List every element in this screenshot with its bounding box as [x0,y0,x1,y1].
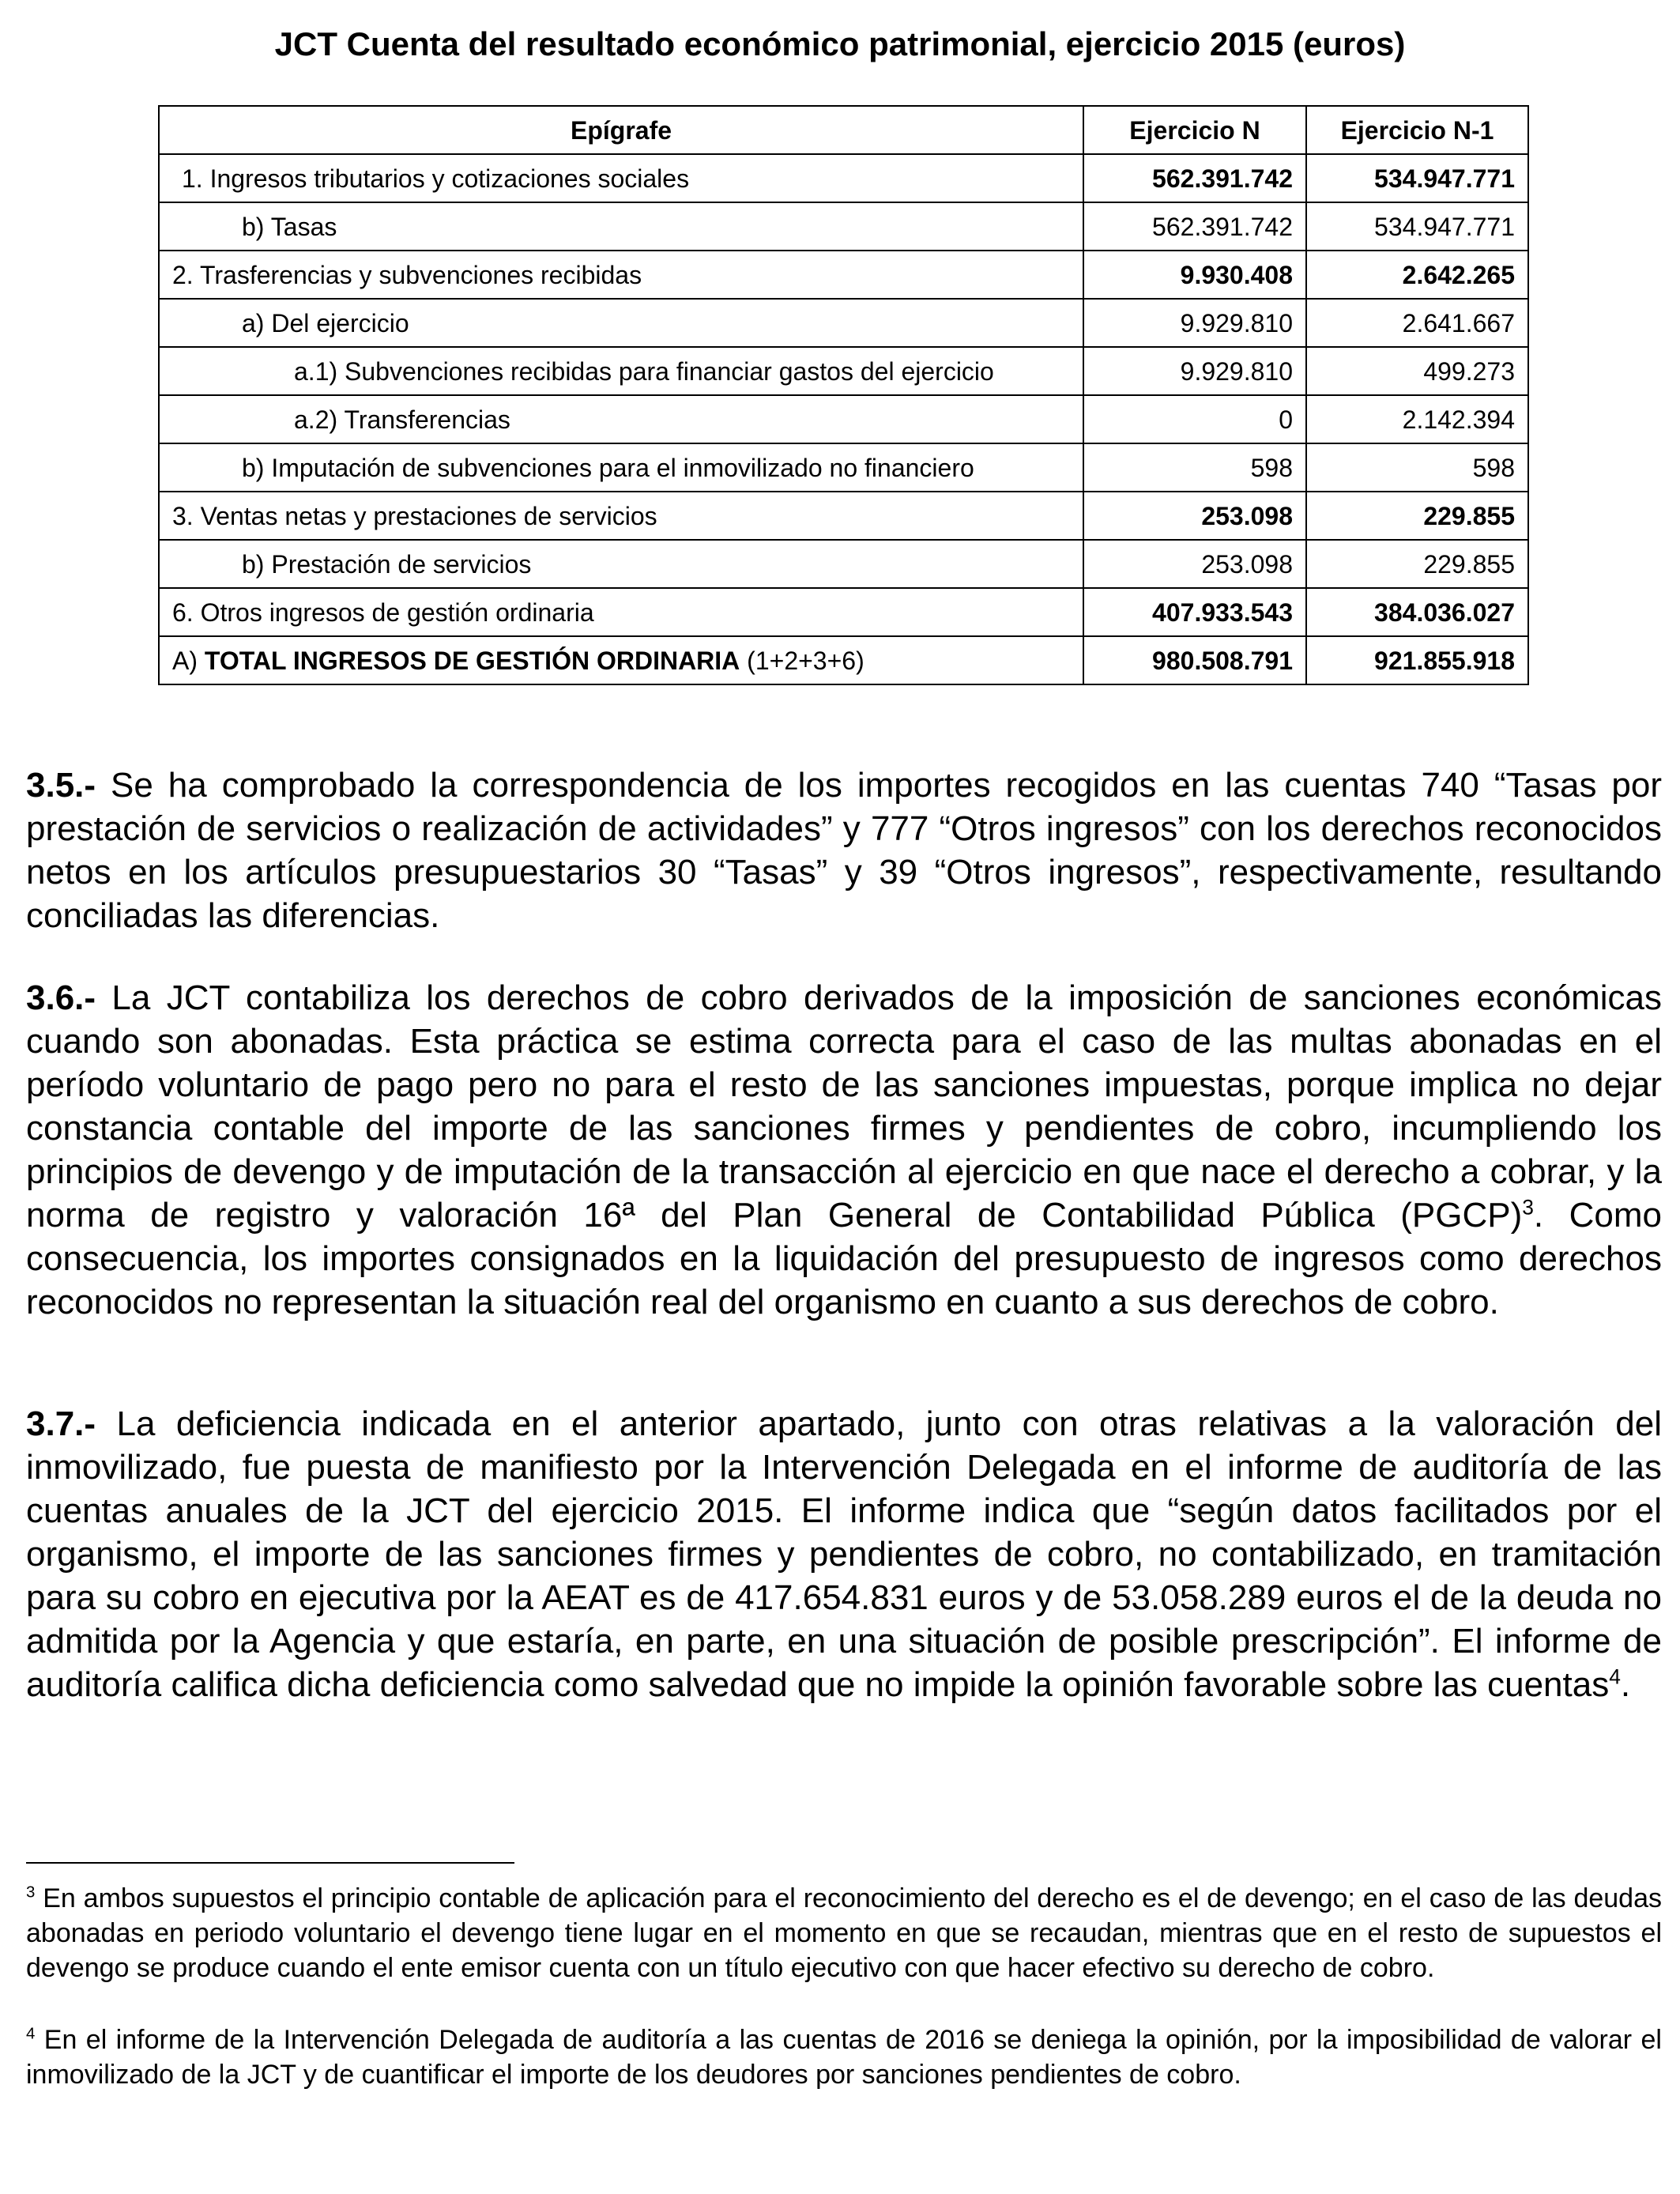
value-ejercicio-n-1: 2.642.265 [1306,251,1528,299]
column-header-ejercicio-n: Ejercicio N [1083,106,1306,154]
row-label: 2. Trasferencias y subvenciones recibidas [159,251,1083,299]
value-ejercicio-n: 562.391.742 [1083,202,1306,251]
footnote-4 [26,2022,1662,2092]
section-number: 3.5.- [26,766,96,805]
paragraph-text: La JCT contabiliza los derechos de cobro derivados de la imposición de sanciones económicas cuando son abonadas. Esta práctica se estima correcta para el caso de las multas abonadas en el período voluntario de pago pero no para el resto de las sanciones impuestas, porque implica no dejar constancia contable del importe de las sanciones firmes y pendientes de cobro, incumpliendo los principios de devengo y de imputación de la transacción al ejercicio en que nace el derecho a cobrar, y la norma de registro y valoración 16ª del Plan General de Contabilidad Pública (PGCP) [26,978,1662,1235]
paragraph-3-6 [26,976,1662,1324]
table-header-row [159,106,1528,154]
total-ejercicio-n: 980.508.791 [1083,636,1306,684]
table-row [159,347,1528,395]
total-title: TOTAL INGRESOS DE GESTIÓN ORDINARIA [204,646,740,675]
paragraph-text: Se ha comprobado la correspondencia de los importes recogidos en las cuentas 740 “Tasas por prestación de servicios o realización de actividades” y 777 “Otros ingresos” con los derechos reconocidos netos en los artículos presupuestarios 30 “Tasas” y 39 “Otros ingresos”, respectivamente, resultando conciliadas las diferencias. [26,766,1662,935]
value-ejercicio-n-1: 534.947.771 [1306,154,1528,202]
row-label: a) Del ejercicio [159,299,1083,347]
row-label: b) Imputación de subvenciones para el inmovilizado no financiero [159,443,1083,492]
value-ejercicio-n: 253.098 [1083,540,1306,588]
income-statement-table [158,105,1529,685]
row-label: b) Prestación de servicios [159,540,1083,588]
paragraph-3-7 [26,1402,1662,1706]
total-label [159,636,1083,684]
section-number: 3.7.- [26,1404,96,1443]
table-row [159,202,1528,251]
footnote-3 [26,1881,1662,1985]
value-ejercicio-n: 562.391.742 [1083,154,1306,202]
paragraph-text: La deficiencia indicada en el anterior apartado, junto con otras relativas a la valoración del inmovilizado, fue puesta de manifiesto por la Intervención Delegada en el informe de auditoría de las cuentas anuales de la JCT del ejercicio 2015. El informe indica que “según datos facilitados por el organismo, el importe de las sanciones firmes y pendientes de cobro, no contabilizado, en tramitación para su cobro en ejecutiva por la AEAT es de 417.654.831 euros y de 53.058.289 euros el de la deuda no admitida por la Agencia y que estaría, en parte, en una situación de posible prescripción”. El informe de auditoría califica dicha deficiencia como salvedad que no impide la opinión favorable sobre las cuentas [26,1404,1662,1704]
table-row [159,588,1528,636]
value-ejercicio-n-1: 2.142.394 [1306,395,1528,443]
paragraph-3-5 [26,763,1662,937]
value-ejercicio-n-1: 2.641.667 [1306,299,1528,347]
column-header-ejercicio-n-1: Ejercicio N-1 [1306,106,1528,154]
footnote-separator [26,1862,514,1864]
column-header-epigrafe: Epígrafe [159,106,1083,154]
paragraph-text-cont: . [1620,1665,1631,1704]
paragraph-text-cont: . Como consecuencia, los importes consignados en la liquidación del presupuesto de ingresos como derechos reconocidos no representan la situación real del organismo en cuanto a sus derechos de cobro. [26,1196,1662,1321]
footnote-text: En ambos supuestos el principio contable de aplicación para el reconocimiento del derecho es el de devengo; en el caso de las deudas abonadas en periodo voluntario el devengo tiene lugar en el momento en que se recaudan, mientras que en el resto de supuestos el devengo se produce cuando el ente emisor cuenta con un título ejecutivo con que hacer efectivo su derecho de cobro. [26,1883,1662,1983]
total-row [159,636,1528,684]
total-ejercicio-n-1: 921.855.918 [1306,636,1528,684]
value-ejercicio-n: 0 [1083,395,1306,443]
row-label: b) Tasas [159,202,1083,251]
value-ejercicio-n: 407.933.543 [1083,588,1306,636]
table-row [159,443,1528,492]
value-ejercicio-n: 9.930.408 [1083,251,1306,299]
table-row [159,154,1528,202]
value-ejercicio-n-1: 229.855 [1306,492,1528,540]
value-ejercicio-n: 9.929.810 [1083,347,1306,395]
value-ejercicio-n-1: 229.855 [1306,540,1528,588]
value-ejercicio-n: 598 [1083,443,1306,492]
table-row [159,251,1528,299]
total-prefix: A) [172,646,205,675]
row-label: 6. Otros ingresos de gestión ordinaria [159,588,1083,636]
value-ejercicio-n: 253.098 [1083,492,1306,540]
document-title: JCT Cuenta del resultado económico patrimonial, ejercicio 2015 (euros) [274,25,1406,62]
footnote-text: En el informe de la Intervención Delegada de auditoría a las cuentas de 2016 se deniega la opinión, por la imposibilidad de valorar el inmovilizado de la JCT y de cuantificar el importe de los deudores por sanciones pendientes de cobro. [26,2025,1662,2090]
row-label: 3. Ventas netas y prestaciones de servicios [159,492,1083,540]
footnote-mark: 4 [26,2025,36,2043]
value-ejercicio-n: 9.929.810 [1083,299,1306,347]
footnote-ref-4[interactable]: 4 [1609,1664,1621,1689]
table-row [159,492,1528,540]
value-ejercicio-n-1: 384.036.027 [1306,588,1528,636]
value-ejercicio-n-1: 598 [1306,443,1528,492]
value-ejercicio-n-1: 534.947.771 [1306,202,1528,251]
table-row [159,540,1528,588]
row-label: a.2) Transferencias [159,395,1083,443]
total-suffix: (1+2+3+6) [740,646,864,675]
footnote-ref-3[interactable]: 3 [1522,1195,1534,1220]
value-ejercicio-n-1: 499.273 [1306,347,1528,395]
table-row [159,395,1528,443]
footnote-mark: 3 [26,1883,36,1902]
section-number: 3.6.- [26,978,96,1017]
row-label: 1. Ingresos tributarios y cotizaciones sociales [159,154,1083,202]
table-row [159,299,1528,347]
row-label: a.1) Subvenciones recibidas para financiar gastos del ejercicio [159,347,1083,395]
